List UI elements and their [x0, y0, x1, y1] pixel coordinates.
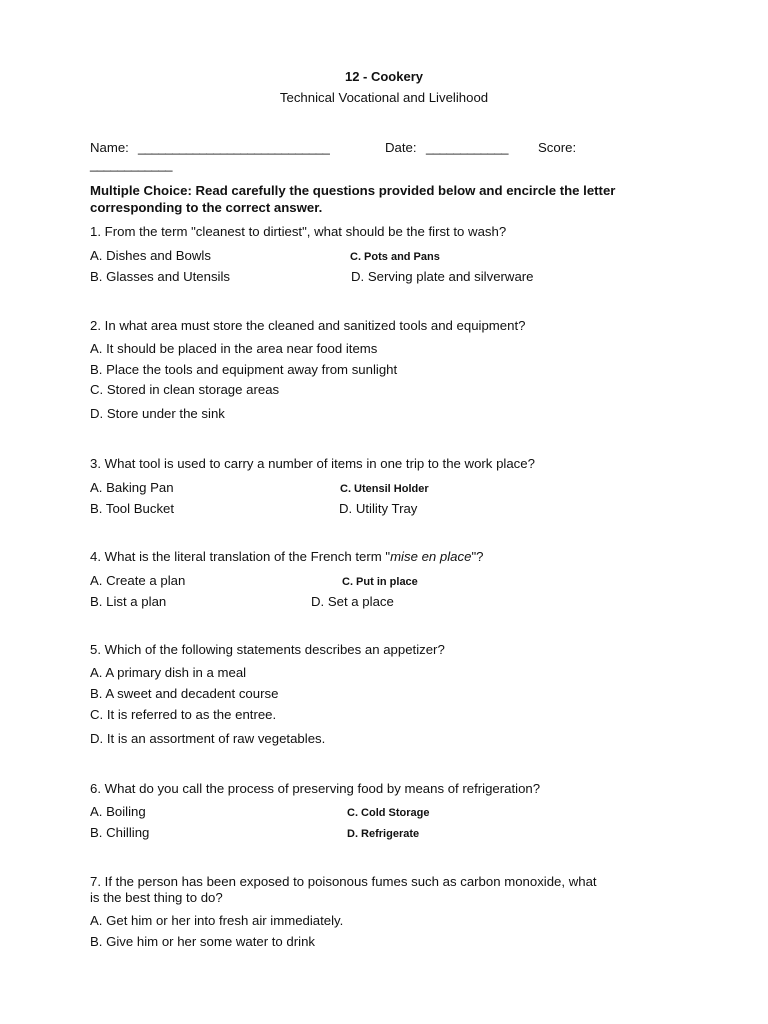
q1-option-d: D. Serving plate and silverware	[351, 269, 534, 284]
q6-option-c: C. Cold Storage	[347, 807, 430, 819]
document-subtitle: Technical Vocational and Livelihood	[279, 90, 489, 105]
question-2: 2. In what area must store the cleaned and sanitized tools and equipment?	[90, 318, 526, 333]
question-7-line-2: is the best thing to do?	[90, 890, 223, 905]
q6-option-a: A. Boiling	[90, 804, 146, 819]
score-blank: ____________	[90, 157, 173, 172]
q5-option-a: A. A primary dish in a meal	[90, 665, 247, 680]
q4-option-b: B. List a plan	[90, 594, 167, 609]
q5-option-b: B. A sweet and decadent course	[90, 686, 279, 701]
question-6: 6. What do you call the process of preserving food by means of refrigeration?	[90, 781, 541, 796]
question-1: 1. From the term "cleanest to dirtiest", what should be the first to wash?	[90, 224, 507, 239]
q1-option-a: A. Dishes and Bowls	[90, 248, 211, 263]
q2-option-c: C. Stored in clean storage areas	[90, 382, 280, 397]
q1-option-b: B. Glasses and Utensils	[90, 269, 230, 284]
q2-option-a: A. It should be placed in the area near food items	[90, 341, 378, 356]
question-4	[90, 549, 483, 565]
q4-text-prefix: 4. What is the literal translation of the French term "	[90, 549, 391, 564]
q5-option-d: D. It is an assortment of raw vegetables.	[90, 731, 326, 746]
date-blank: ____________	[426, 140, 509, 155]
q3-option-c: C. Utensil Holder	[340, 483, 429, 495]
q4-option-c: C. Put in place	[342, 576, 418, 588]
q1-option-c: C. Pots and Pans	[350, 251, 440, 263]
q4-option-d: D. Set a place	[311, 594, 394, 609]
q2-option-b: B. Place the tools and equipment away from sunlight	[90, 362, 398, 377]
q7-option-a: A. Get him or her into fresh air immediately.	[90, 913, 344, 928]
score-label: Score:	[538, 140, 577, 155]
q7-option-b: B. Give him or her some water to drink	[90, 934, 315, 949]
question-5: 5. Which of the following statements describes an appetizer?	[90, 642, 445, 657]
q3-option-a: A. Baking Pan	[90, 480, 174, 495]
q5-option-c: C. It is referred to as the entree.	[90, 707, 277, 722]
q4-text-suffix: "?	[471, 549, 484, 564]
name-blank: ____________________________	[138, 140, 330, 155]
name-label: Name:	[90, 140, 129, 155]
document-title: 12 - Cookery	[344, 69, 424, 84]
q4-option-a: A. Create a plan	[90, 573, 186, 588]
q3-option-d: D. Utility Tray	[339, 501, 418, 516]
q6-option-d: D. Refrigerate	[347, 828, 420, 840]
q3-option-b: B. Tool Bucket	[90, 501, 175, 516]
q2-option-d: D. Store under the sink	[90, 406, 225, 421]
date-label: Date:	[385, 140, 417, 155]
q4-text-italic: mise en place	[390, 549, 472, 564]
instructions: Multiple Choice: Read carefully the questions provided below and encircle the letter corresponding to the correct answer.	[90, 183, 616, 215]
question-7-line-1: 7. If the person has been exposed to poisonous fumes such as carbon monoxide, what	[90, 874, 597, 889]
q6-option-b: B. Chilling	[90, 825, 150, 840]
question-3: 3. What tool is used to carry a number of items in one trip to the work place?	[90, 456, 535, 471]
